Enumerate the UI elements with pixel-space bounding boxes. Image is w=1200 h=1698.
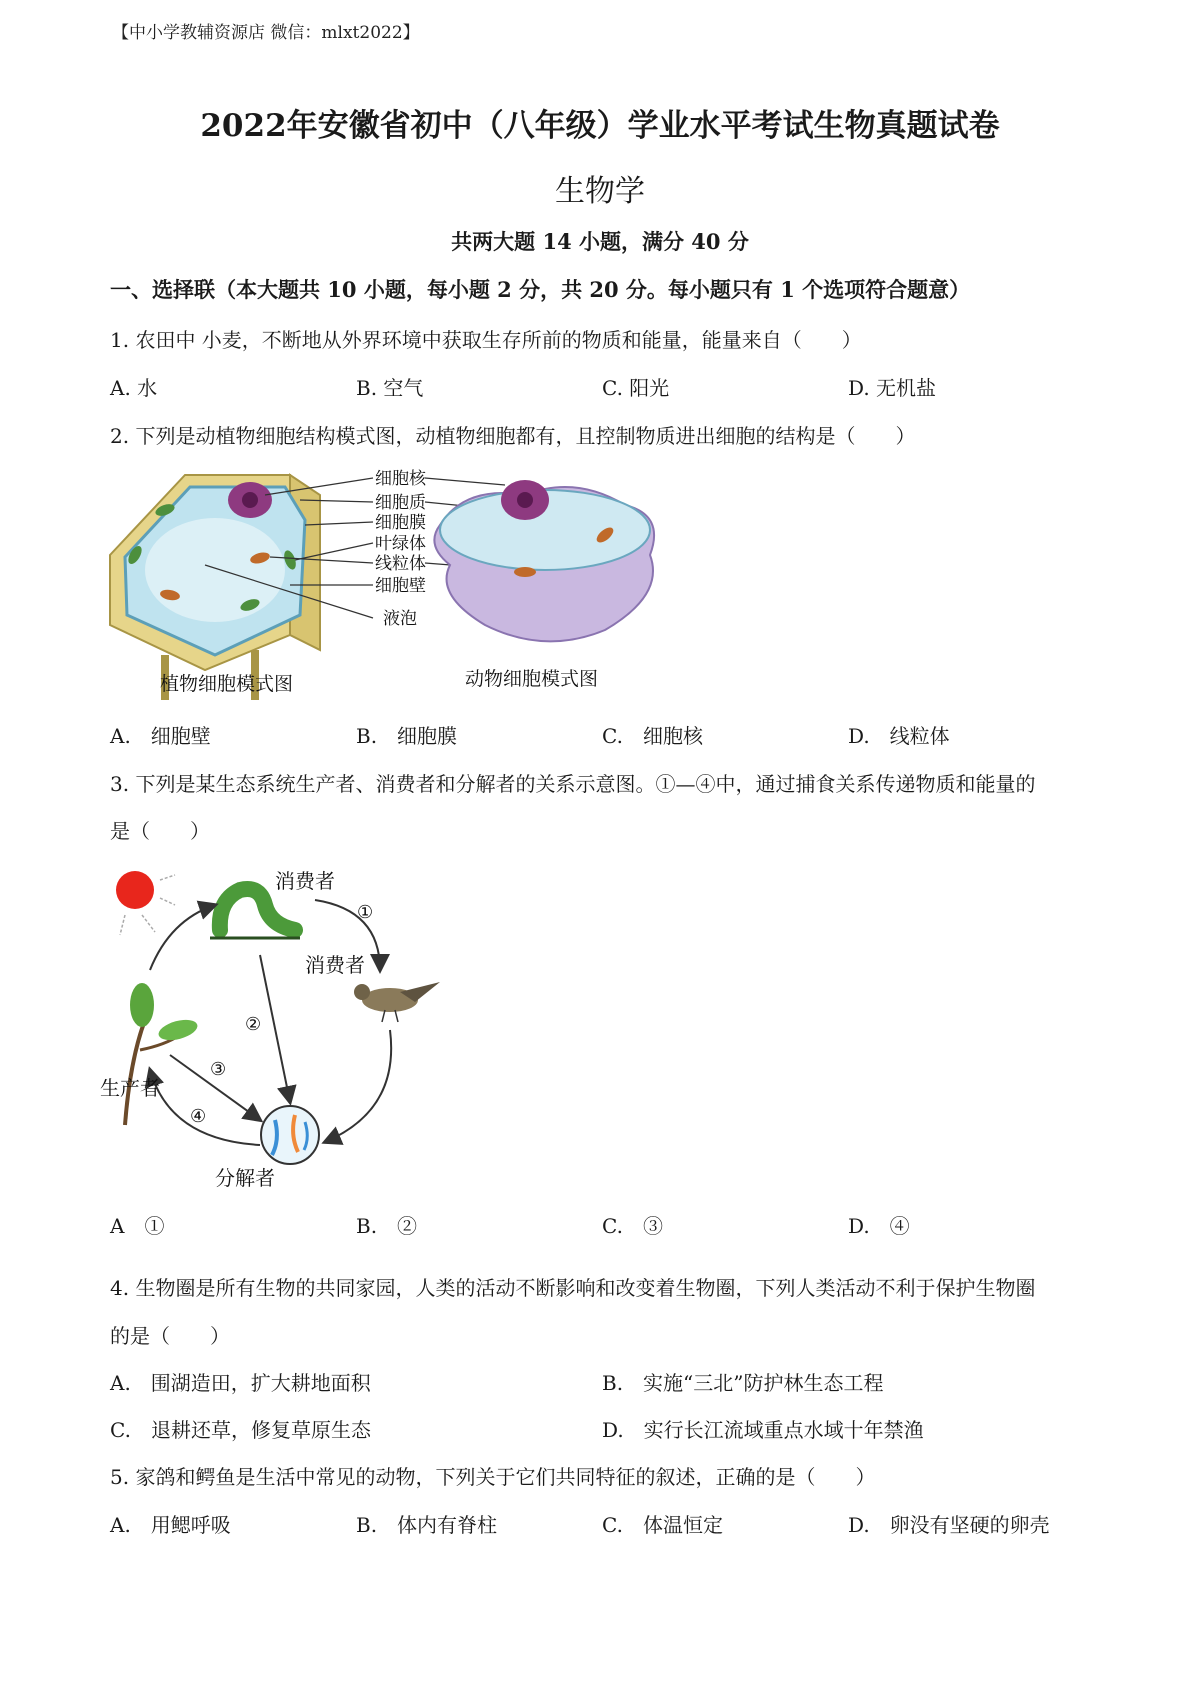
question-1-option-d: D. 无机盐 — [848, 376, 937, 400]
question-3-stem-line1: 3. 下列是某生态系统生产者、消费者和分解者的关系示意图。①—④中，通过捕食关系传递物质和能量的 — [110, 772, 1036, 796]
question-1-option-a: A. 水 — [110, 376, 158, 400]
question-3-stem-line2: 是（ ） — [110, 819, 210, 843]
question-2-option-c: C. 细胞核 — [602, 724, 703, 748]
question-2-option-a: A. 细胞壁 — [110, 724, 211, 748]
plant-cell-caption: 植物细胞模式图 — [160, 673, 294, 695]
subject-subtitle: 生物学 — [555, 174, 645, 209]
question-3-option-d: D. ④ — [848, 1214, 910, 1238]
plant-icon — [125, 983, 200, 1125]
question-2-option-d: D. 线粒体 — [848, 724, 950, 748]
question-1-stem: 1. 农田中 小麦，不断地从外界环境中获取生存所前的物质和能量，能量来自（ ） — [110, 328, 862, 352]
question-5-option-a: A. 用鳃呼吸 — [110, 1513, 231, 1537]
consumer-label-2: 消费者 — [305, 953, 365, 977]
label-nucleus: 细胞核 — [375, 469, 426, 489]
label-vacuole: 液泡 — [383, 609, 417, 629]
bird-icon — [354, 982, 440, 1022]
question-3-option-b: B. ② — [356, 1214, 418, 1238]
question-1-option-c: C. 阳光 — [602, 376, 670, 400]
cell-labels — [375, 469, 427, 629]
question-2-option-b: B. 细胞膜 — [356, 724, 458, 748]
question-4-option-a: A. 围湖造田，扩大耕地面积 — [110, 1371, 371, 1395]
question-4-option-d: D. 实行长江流域重点水域十年禁渔 — [602, 1418, 924, 1442]
question-2-stem: 2. 下列是动植物细胞结构模式图，动植物细胞都有，且控制物质进出细胞的结构是（ ） — [110, 424, 916, 448]
animal-cell-caption: 动物细胞模式图 — [465, 668, 599, 690]
question-3-option-c: C. ③ — [602, 1214, 663, 1238]
question-4-stem-line1: 4. 生物圈是所有生物的共同家园，人类的活动不断影响和改变着生物圈，下列人类活动不利于保护生物圈 — [110, 1276, 1036, 1300]
question-4-stem-line2: 的是（ ） — [110, 1324, 230, 1348]
exam-info: 共两大题 14 小题，满分 40 分 — [451, 229, 749, 254]
mark-4: ④ — [190, 1106, 207, 1127]
cell-diagram — [105, 465, 705, 705]
question-5-option-b: B. 体内有脊柱 — [356, 1513, 498, 1537]
ecosystem-diagram — [100, 860, 460, 1190]
question-5-option-c: C. 体温恒定 — [602, 1513, 723, 1537]
label-chloroplast: 叶绿体 — [375, 534, 426, 554]
question-5-stem: 5. 家鸽和鳄鱼是生活中常见的动物，下列关于它们共同特征的叙述，正确的是（ ） — [110, 1465, 876, 1489]
sun-icon — [116, 871, 175, 935]
label-cell-wall: 细胞壁 — [375, 576, 426, 596]
question-1-option-b: B. 空气 — [356, 376, 424, 400]
decomposer-label: 分解者 — [215, 1166, 275, 1190]
label-cytoplasm: 细胞质 — [375, 493, 426, 513]
decomposer-icon — [261, 1106, 319, 1164]
producer-label: 生产者 — [100, 1076, 160, 1100]
animal-cell-figure — [434, 480, 654, 641]
section-heading: 一、选择联（本大题共 10 小题，每小题 2 分，共 20 分。每小题只有 1 个选项符合题意） — [110, 277, 971, 302]
consumer-label-1: 消费者 — [275, 869, 335, 893]
page-title: 2022年安徽省初中（八年级）学业水平考试生物真题试卷 — [200, 108, 1000, 144]
label-membrane: 细胞膜 — [375, 513, 426, 533]
question-4-option-b: B. 实施“三北”防护林生态工程 — [602, 1371, 884, 1395]
mark-3: ③ — [210, 1059, 227, 1080]
question-4-option-c: C. 退耕还草，修复草原生态 — [110, 1418, 371, 1442]
caterpillar-icon — [210, 889, 300, 938]
label-mitochondria: 线粒体 — [375, 554, 426, 574]
plant-cell-figure — [110, 475, 320, 700]
watermark: 【中小学教辅资源店 微信：mlxt2022】 — [112, 23, 420, 43]
question-3-option-a: A ① — [110, 1214, 165, 1238]
mark-1: ① — [357, 902, 374, 923]
question-5-option-d: D. 卵没有坚硬的卵壳 — [848, 1513, 1050, 1537]
mark-2: ② — [245, 1014, 262, 1035]
